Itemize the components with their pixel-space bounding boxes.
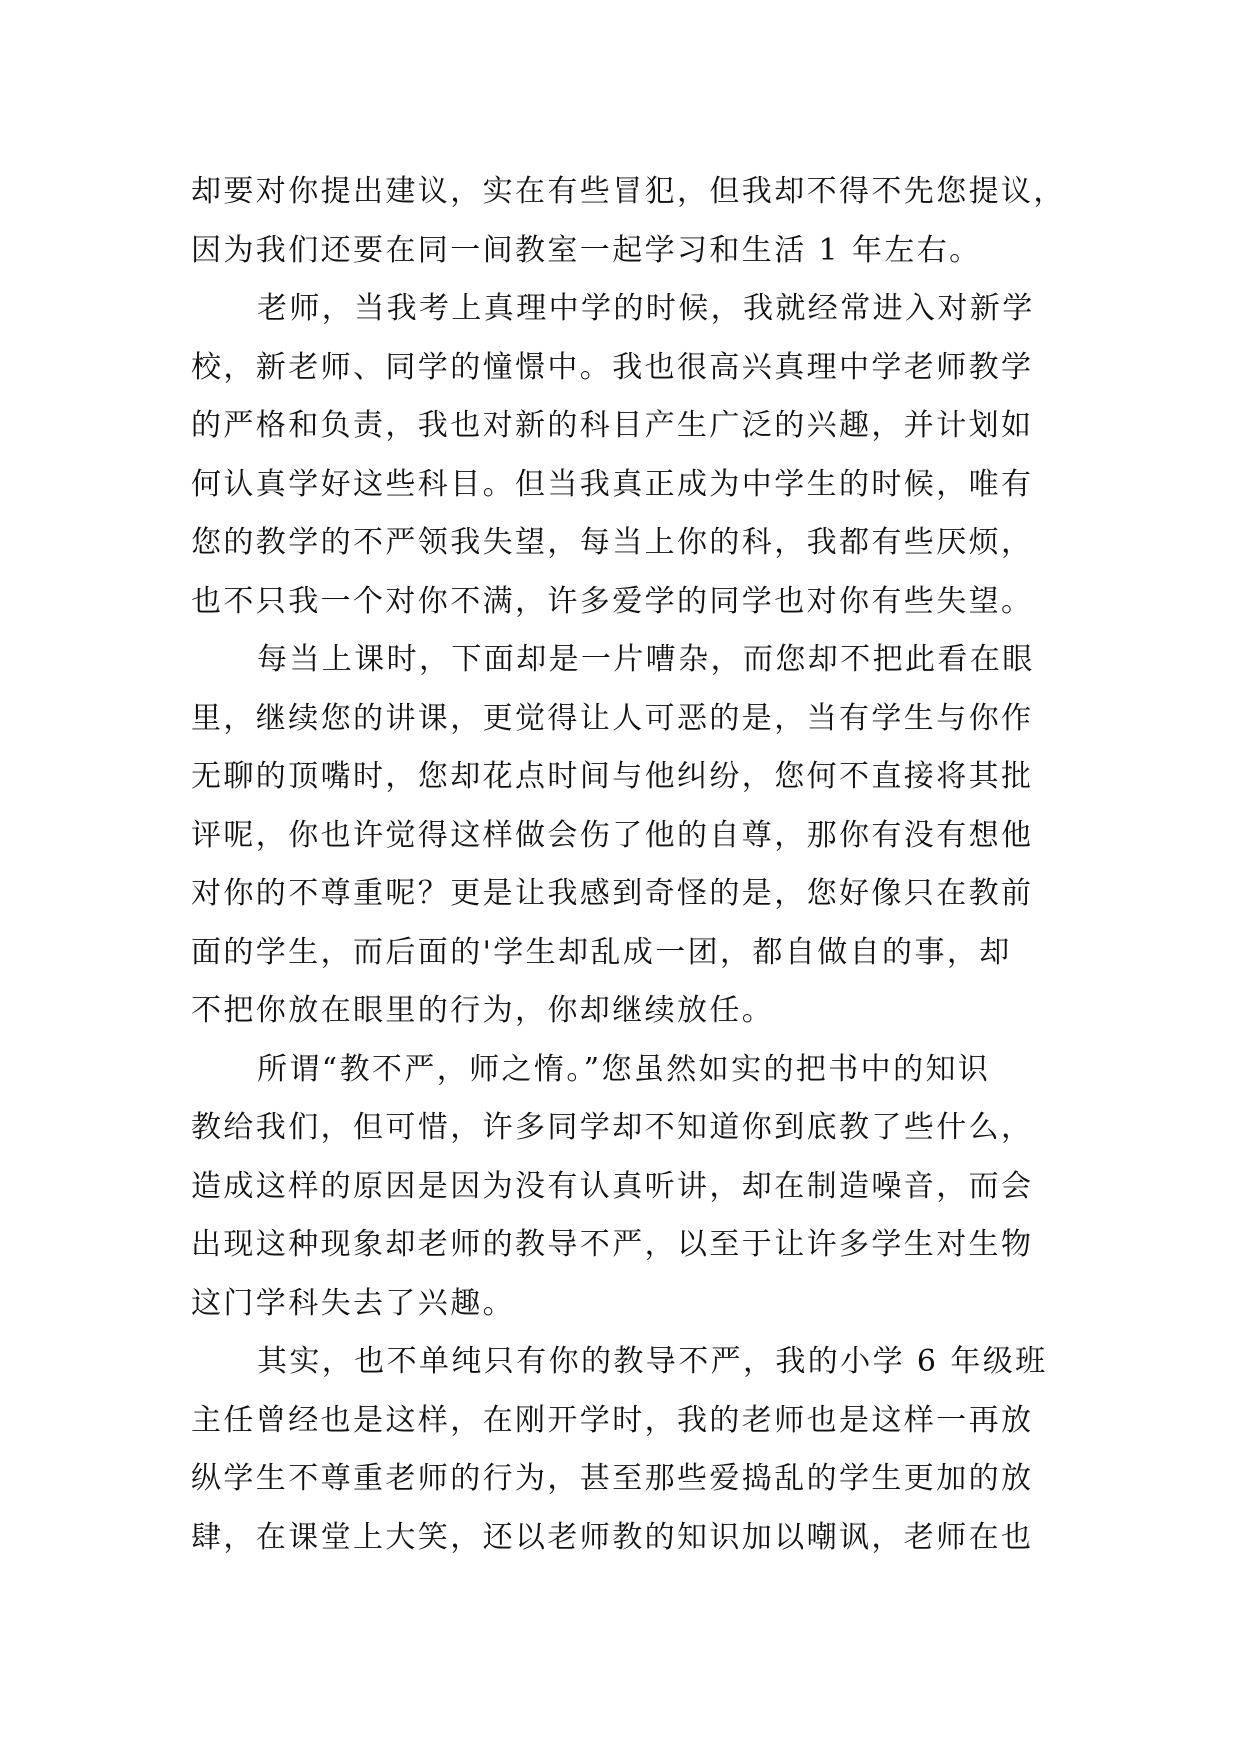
text-line: 出现这种现象却老师的教导不严，以至于让许多学生对生物 [191, 1227, 1034, 1262]
text-line: 面的学生，而后面的'学生却乱成一团，都自做自的事，却 [191, 934, 1012, 970]
text-line: 造成这样的原因是因为没有认真听讲，却在制造噪音，而会 [191, 1168, 1034, 1204]
text-line: 所谓“教不严，师之惰。”您虽然如实的把书中的知识 [257, 1051, 991, 1087]
text-line: 老师，当我考上真理中学的时候，我就经常进入对新学 [257, 291, 1035, 326]
text-line: 无聊的顶嘴时，您却花点时间与他纠纷，您何不直接将其批 [191, 759, 1034, 794]
text-line: 因为我们还要在同一间教室一起学习和生活 1 年左右。 [191, 232, 982, 268]
text-line: 主任曾经也是这样，在刚开学时，我的老师也是这样一再放 [191, 1402, 1034, 1438]
text-line: 这门学科失去了兴趣。 [191, 1285, 515, 1321]
text-line: 其实，也不单纯只有你的教导不严，我的小学 6 年级班 [257, 1344, 1048, 1379]
text-line: 对你的不尊重呢？更是让我感到奇怪的是，您好像只在教前 [191, 876, 1034, 911]
body-text [191, 163, 1071, 1567]
text-line: 评呢，你也许觉得这样做会伤了他的自尊，那你有没有想他 [191, 817, 1034, 853]
text-line: 何认真学好这些科目。但当我真正成为中学生的时候，唯有 [191, 466, 1034, 502]
text-line: 肆，在课堂上大笑，还以老师教的知识加以嘲讽，老师在也 [191, 1519, 1034, 1555]
text-line: 的严格和负责，我也对新的科目产生广泛的兴趣，并计划如 [191, 408, 1034, 443]
text-line: 也不只我一个对你不满，许多爱学的同学也对你有些失望。 [191, 583, 1034, 619]
text-line: 却要对你提出建议，实在有些冒犯，但我却不得不先您提议， [191, 174, 1066, 209]
text-line: 里，继续您的讲课，更觉得让人可恶的是，当有学生与你作 [191, 700, 1034, 736]
text-line: 每当上课时，下面却是一片嘈杂，而您却不把此看在眼 [257, 642, 1035, 677]
text-line: 纵学生不尊重老师的行为，甚至那些爱捣乱的学生更加的放 [191, 1461, 1034, 1496]
text-line: 不把你放在眼里的行为，你却继续放任。 [191, 993, 775, 1028]
text-line: 校，新老师、同学的憧憬中。我也很高兴真理中学老师教学 [191, 349, 1034, 385]
text-line: 您的教学的不严领我失望，每当上你的科，我都有些厌烦， [191, 525, 1034, 560]
text-line: 教给我们，但可惜，许多同学却不知道你到底教了些什么， [191, 1110, 1034, 1145]
